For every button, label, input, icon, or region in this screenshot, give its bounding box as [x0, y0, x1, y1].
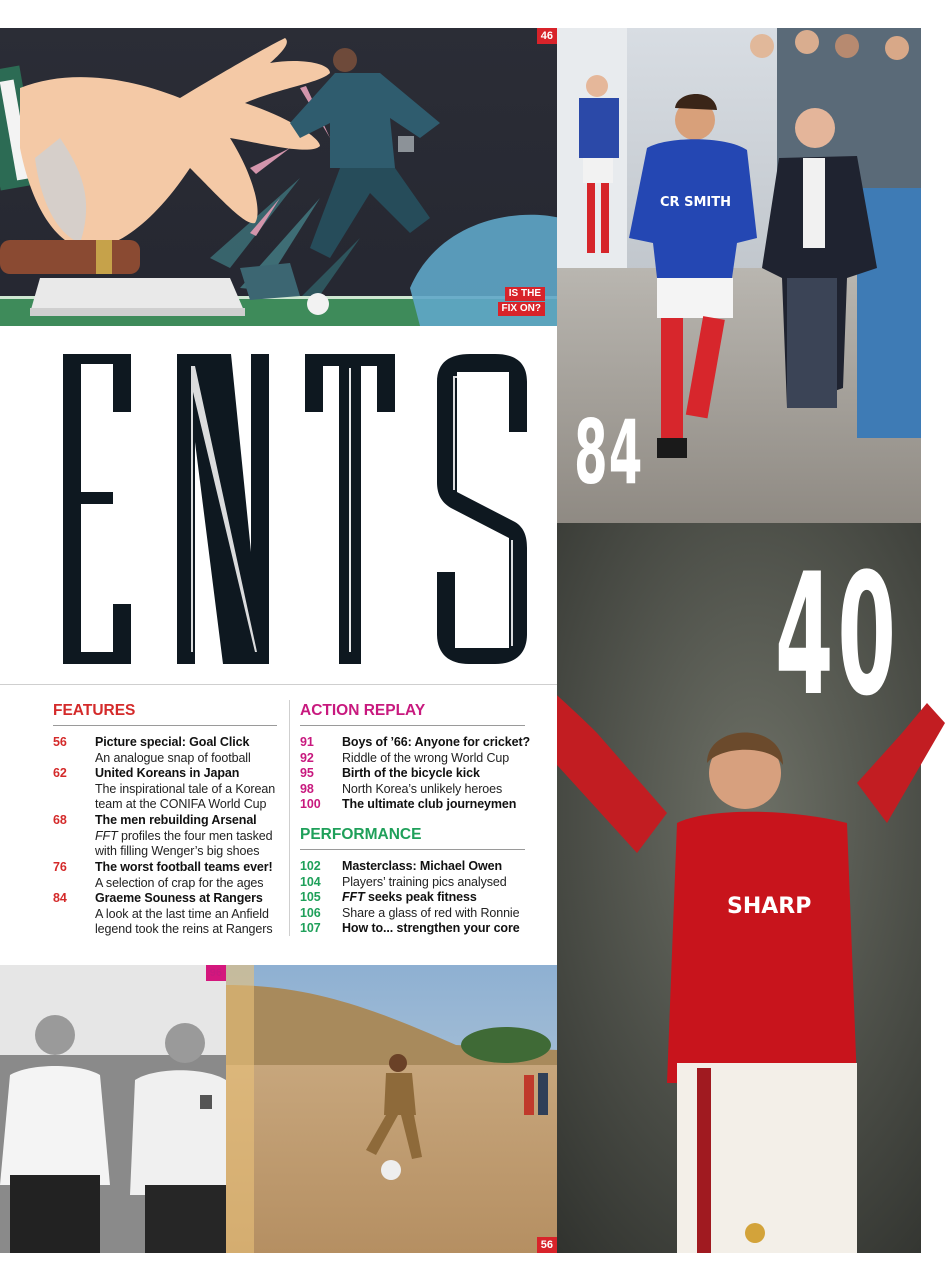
fix-callout-line: IS THE: [505, 287, 545, 301]
page-number: 98: [300, 782, 314, 796]
action-replay-title: Riddle of the wrong World Cup: [342, 751, 510, 765]
action-replay-title: North Korea’s unlikely heroes: [342, 782, 503, 796]
headline-letter-e: [63, 354, 131, 664]
feature-title: United Koreans in Japan: [95, 766, 240, 780]
action-replay-title: Birth of the bicycle kick: [342, 766, 480, 780]
performance-title: How to... strengthen your core: [342, 921, 520, 935]
feature-desc: with filling Wenger’s big shoes: [95, 844, 260, 858]
performance-item[interactable]: [300, 859, 550, 875]
performance-heading: PERFORMANCE: [300, 826, 525, 850]
features-item[interactable]: [53, 891, 288, 939]
performance-item[interactable]: [300, 921, 550, 937]
goal-click-photo: [226, 965, 557, 1253]
action-replay-item[interactable]: [300, 797, 550, 813]
souness-photo: [557, 28, 921, 523]
feature-title: The worst football teams ever!: [95, 860, 273, 874]
headline-letter-group: [63, 354, 527, 664]
feature-desc-emphasis: FFT: [95, 828, 118, 843]
page-number: 100: [300, 797, 321, 811]
features-item[interactable]: [53, 813, 288, 861]
action-replay-item[interactable]: [300, 735, 550, 751]
feature-title: Graeme Souness at Rangers: [95, 891, 263, 905]
headline-letter-t: [305, 354, 395, 664]
page-number: 104: [300, 875, 321, 889]
fix-callout-line: FIX ON?: [498, 302, 545, 316]
performance-title: Players’ training pics analysed: [342, 875, 507, 889]
page-tag: 96: [206, 965, 226, 981]
goal-click-photo-art: [226, 965, 557, 1253]
column-divider: [289, 700, 290, 936]
contents-headline: [55, 352, 555, 668]
action-replay-item[interactable]: [300, 766, 550, 782]
performance-title: Masterclass: Michael Owen: [342, 859, 503, 873]
feature-desc: The inspirational tale of a Korean: [95, 781, 276, 796]
page-number: 91: [300, 735, 314, 749]
features-item[interactable]: [53, 860, 288, 892]
feature-title: The men rebuilding Arsenal: [95, 813, 257, 827]
feature-desc: A look at the last time an Anfield: [95, 906, 269, 921]
performance-title: seeks peak fitness: [364, 890, 477, 904]
action-replay-item[interactable]: [300, 782, 550, 798]
section-divider: [0, 684, 557, 685]
headline-letter-s: [437, 354, 527, 664]
headline-letter-n: [177, 354, 269, 664]
feature-desc: An analogue snap of football: [95, 750, 251, 765]
page-number: 62: [53, 766, 67, 780]
england-photo: [0, 965, 226, 1253]
performance-item[interactable]: [300, 875, 550, 891]
feature-desc: legend took the reins at Rangers: [95, 922, 273, 936]
performance-item[interactable]: [300, 906, 550, 922]
features-heading: FEATURES: [53, 702, 277, 726]
feature-desc: A selection of crap for the ages: [95, 875, 264, 890]
rangers-shirt-sponsor: CR SMITH: [660, 195, 731, 210]
page-tag: 56: [537, 1237, 557, 1253]
feature-desc: profiles the four men tasked: [117, 828, 273, 843]
page-number: 95: [300, 766, 314, 780]
page-tag: 46: [537, 28, 557, 44]
beckham-photo: [557, 523, 949, 1253]
page-number: 106: [300, 906, 321, 920]
page-number-40: 40: [775, 537, 900, 733]
page-number: 68: [53, 813, 67, 827]
feature-desc: team at the CONIFA World Cup: [95, 797, 267, 811]
fix-callout: [498, 287, 545, 316]
page-number: 84: [53, 891, 67, 905]
page-number: 107: [300, 921, 321, 935]
page-number: 105: [300, 890, 321, 904]
feature-title: Picture special: Goal Click: [95, 735, 250, 749]
england-photo-art: [0, 965, 226, 1253]
performance-title: Share a glass of red with Ronnie: [342, 906, 520, 920]
page-number: 56: [53, 735, 67, 749]
illustration-art: [0, 28, 557, 326]
action-replay-title: Boys of ’66: Anyone for cricket?: [342, 735, 531, 749]
action-replay-heading: ACTION REPLAY: [300, 702, 525, 726]
page-number: 76: [53, 860, 67, 874]
united-shirt-sponsor: SHARP: [727, 894, 812, 919]
page-number: 102: [300, 859, 321, 873]
action-replay-title: The ultimate club journeymen: [342, 797, 517, 811]
performance-item[interactable]: [300, 890, 550, 906]
features-item[interactable]: [53, 766, 288, 814]
page-number-84: 84: [574, 401, 644, 504]
action-replay-item[interactable]: [300, 751, 550, 767]
performance-title-emphasis: FFT: [342, 890, 365, 904]
goal-fix-illustration: [0, 28, 557, 326]
features-item[interactable]: [53, 735, 288, 767]
page-number: 92: [300, 751, 314, 765]
